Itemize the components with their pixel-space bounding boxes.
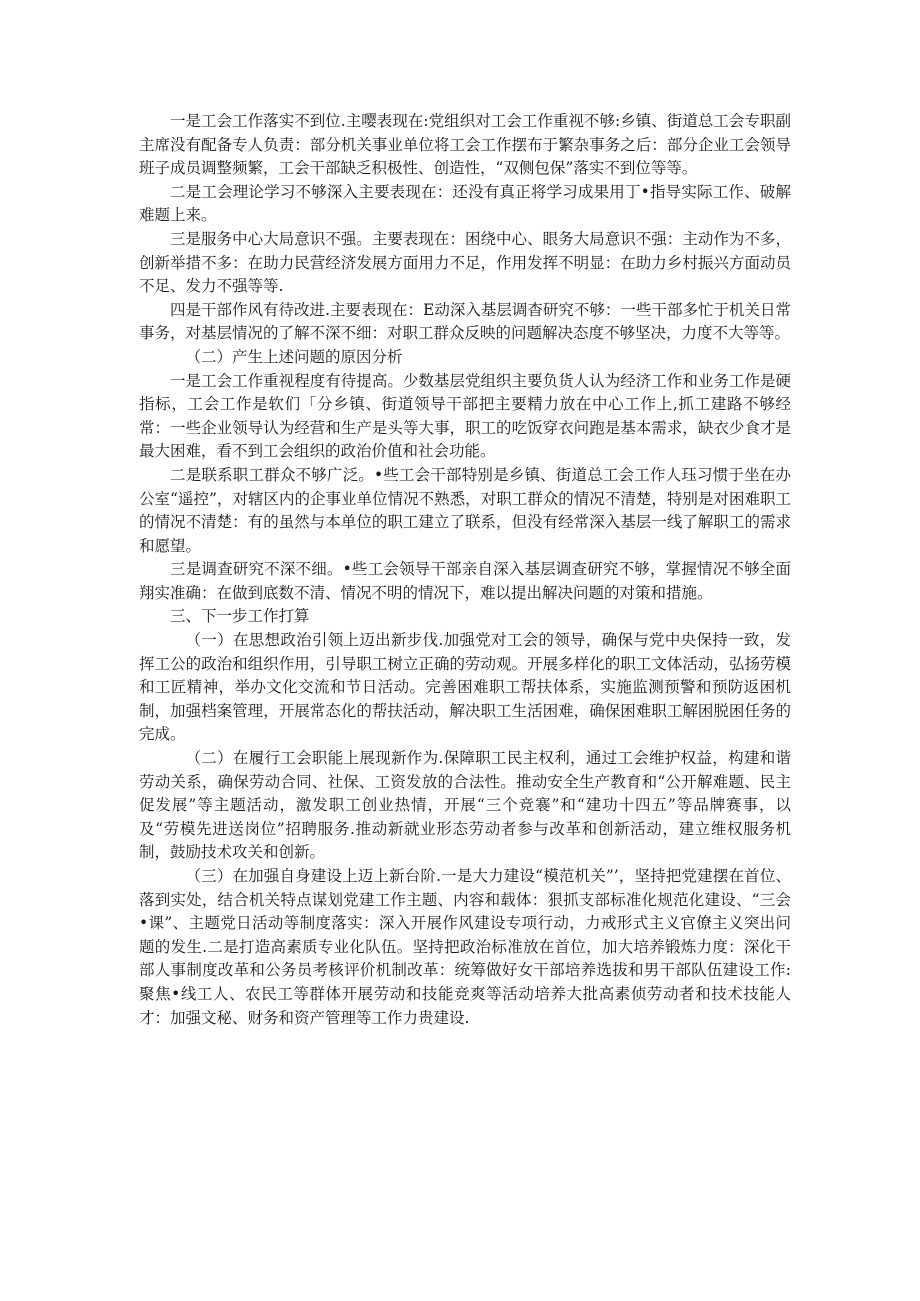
paragraph-plan-2: （二）在履行工会职能上展现新作为.保障职工民主权利，通过工会维护权益，构建和谐劳动关系，确保劳动合同、社保、工资发放的合法性。推动安全生产教育和“公开解难题、民主促发展”等主题活动，激发职工创业热情，开展“三个竞褰”和“建功十四五”等品牌赛事，以及“劳模先进送岗位”招聘服务.推动新就业形态劳动者参与改革和创新活动，建立维权服务机制，鼓励技术攻关和创新。 (139, 749, 791, 862)
paragraph-issue-4: 四是干部作风有待改进.主要表现在：E动深入基层调杳研究不够：一些干部多忙于机关日常事务，对基层情况的了解不深不细：对职工群众反映的问题解决态度不够坚决，力度不大等等。 (139, 300, 791, 343)
document-body (139, 110, 791, 1030)
paragraph-issue-2: 二是工会理论学习不够深入主要表现在：还没有真正将学习成果用丁•指导实际工作、破解难题上来。 (139, 182, 791, 225)
paragraph-issue-3: 三是服务中心大局意识不强。主要表现在：困绕中心、眼务大局意识不强：主动作为不多，创新举措不多：在助力民营经济发展方面用力不足，作用发挥不明显：在助力乡村振兴方面动员不足、发力不强等等. (139, 229, 791, 296)
section-heading-next-steps: 三、下一步工作打算 (170, 607, 310, 626)
paragraph-plan-1: （一）在思想政治引领上迈出新步伐.加强党对工会的领导，确保与党中央保持一致，发挥工公的政治和组织作用，引导职工树立正确的劳动观。开展多样化的职工文体活动，弘扬劳模和工匠精神，举办文化交流和节日活动。完善困难职工帮扶体系，实施监测预警和预防返困机制，加强档案管理，开展常态化的帮扶活动，解决职工生活困难，确保困难职工解困脱困任务的完成。 (139, 631, 791, 744)
paragraph-cause-1: 一是工会工作重视程度有待提高。少数基层党组织主要负货人认为经济工作和业务工作是硬指标，工会工作是软们「分乡镇、街道领导干部把主要精力放在中心工作上,抓工建路不够经常：一些企业领导认为经营和生产是头等大事，职工的吃饭穿衣问跑是基本需求，缺衣少食才是最大困难，看不到工会组织的政治价值和社会功能。 (139, 371, 791, 461)
paragraph-cause-2: 二是联系职工群众不够广泛。•些工会干部特别是乡镇、街道总工会工作人珏习惯于坐在办公室“遥控”，对辖区内的企事业单位情况不熟悉，对职工群众的情况不清楚，特别是对困难职工的情况不清楚：有的虽然与本单位的职工建立了联系，但没有经常深入基层一线了解职工的需求和愿望。 (139, 465, 791, 555)
paragraph-plan-3: （三）在加强自身建设上迈上新台阶.一是大力建设“模范机关”’，坚持把党建摆在首位、落到实处，结合机关特点谋划党建工作主题、内容和载体：狠抓支部标准化规范化建设、“三会•课”、主题党日活动等制度落实：深入开展作风建设专项行动，力戒形式主义官僚主义突出问题的发生.二是打造高素质专业化队伍。坚持把政治标准放在首位，加大培养锻炼力度：深化干部人事制度改革和公务员考核评价机制改革：统筹做好女干部培养选拔和男干部队伍建设工作:聚焦•线工人、农民工等群体开展劳动和技能竞爽等活动培养大批高素侦劳动者和技术技能人才：加强文秘、财务和资产管理等工作力贵建设. (139, 867, 791, 1027)
paragraph-issue-1: 一是工会工作落实不到位.主嘤表现在:党组织对工会工作重视不够:乡镇、街道总工会专职副主席没有配备专人负责：部分机关事业单位将工会工作摆布于繁杂事务之后：部分企业工会领导班子成员调整频繁，工会干部缺乏积极性、创造性，“双侧包保”落实不到位等等。 (139, 112, 791, 178)
section-heading-causes: （二）产生上述问题的原因分析 (185, 347, 403, 366)
paragraph-cause-3: 三是调查研究不深不细。•些工会领导干部亲自深入基层调查研究不够，掌握情况不够全面翔实准确：在做到底数不清、情况不明的情况下，难以提出解决问题的对策和措施。 (139, 560, 791, 602)
